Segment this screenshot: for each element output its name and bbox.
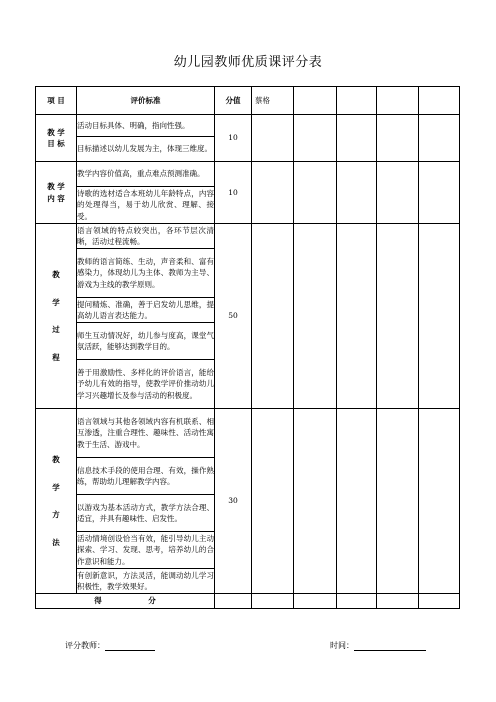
header-judge-3 (337, 87, 377, 115)
judge-cell[interactable] (337, 409, 377, 594)
total-judge-cell[interactable] (377, 594, 419, 609)
total-row (36, 594, 460, 609)
criteria-cell: 目标描述以幼儿发展为主，体现三维度。 (77, 137, 215, 162)
total-judge-cell[interactable] (419, 594, 460, 609)
total-label: 得 分 (36, 594, 215, 609)
judge-cell[interactable] (337, 162, 377, 224)
judge-cell[interactable] (252, 162, 294, 224)
judge-cell[interactable] (337, 115, 377, 162)
page-title: 幼儿园教师优质课评分表 (173, 55, 323, 70)
criteria-cell: 语言领域的特点较突出，各环节层次清晰，活动过程流畅。 (77, 224, 215, 249)
judge-cell[interactable] (294, 115, 337, 162)
judge-cell[interactable] (294, 409, 337, 594)
evaluator-label: 评分教师： (65, 641, 105, 650)
criteria-cell: 信息技术手段的使用合理、有效，操作熟练，帮助幼儿理解教学内容。 (77, 458, 215, 495)
header-score: 分值 (215, 87, 252, 115)
criteria-cell: 诗歌的选材适合本班幼儿年龄特点，内容的处理得当，易于幼儿欣赏、理解、接受。 (77, 187, 215, 224)
criteria-cell: 教师的语言简练、生动，声音柔和、富有感染力，体现幼儿为主体、教师为主导、游戏为主线的教学原则。 (77, 249, 215, 298)
total-judge-cell[interactable] (294, 594, 337, 609)
header-criteria: 评价标准 (77, 87, 215, 115)
score-cell: 30 (215, 409, 252, 594)
criteria-cell: 活动目标具体、明确，指向性强。 (77, 115, 215, 137)
category-cell: 教 学 目 标 (36, 115, 77, 162)
judge-cell[interactable] (377, 409, 419, 594)
criteria-cell: 活动情境创设恰当有效，能引导幼儿主动探索、学习、发现、思考，培养幼儿的合作意识和能力。 (77, 532, 215, 569)
criteria-cell: 以游戏为基本活动方式，教学方法合理、适宜，并具有趣味性、启发性。 (77, 495, 215, 532)
judge-cell[interactable] (419, 409, 460, 594)
header-judge-5 (419, 87, 460, 115)
criteria-cell: 语言领域与其他各领域内容有机联系、相互渗透，注重合理性、趣味性、活动性寓教于生活、游戏中。 (77, 409, 215, 458)
judge-cell[interactable] (377, 115, 419, 162)
judge-cell[interactable] (419, 162, 460, 224)
score-cell: 10 (215, 115, 252, 162)
judge-cell[interactable] (377, 224, 419, 409)
criteria-cell: 有创新意识，方法灵活，能调动幼儿学习积极性，教学效果好。 (77, 569, 215, 594)
judge-cell[interactable] (419, 224, 460, 409)
time-label: 时间： (330, 641, 354, 650)
evaluator-field (65, 640, 155, 651)
judge-cell[interactable] (252, 224, 294, 409)
evaluation-table (35, 86, 460, 609)
header-judge-2 (294, 87, 337, 115)
criteria-cell: 提问精炼、准确，善于启发幼儿思维，提高幼儿语言表达能力。 (77, 298, 215, 323)
score-cell: 50 (215, 224, 252, 409)
time-blank[interactable] (354, 650, 426, 651)
table-row (36, 224, 460, 249)
criteria-cell: 教学内容价值高，重点难点预测准确。 (77, 162, 215, 187)
judge-cell[interactable] (294, 224, 337, 409)
evaluator-blank[interactable] (105, 650, 155, 651)
judge-cell[interactable] (419, 115, 460, 162)
table-row (36, 162, 460, 187)
category-cell: 教 学 内 容 (36, 162, 77, 224)
total-score-cell[interactable] (215, 594, 252, 609)
judge-cell[interactable] (252, 115, 294, 162)
judge-cell[interactable] (377, 162, 419, 224)
score-cell: 10 (215, 162, 252, 224)
header-row (36, 87, 460, 115)
criteria-cell: 善于用激励性、多样化的评价语言，能给予幼儿有效的指导，使教学评价推动幼儿学习兴趣增长及参与活动的积极度。 (77, 360, 215, 409)
table-row (36, 115, 460, 137)
judge-cell[interactable] (337, 224, 377, 409)
header-item: 项 目 (36, 87, 77, 115)
judge-cell[interactable] (294, 162, 337, 224)
category-cell: 教 学 方 法 (36, 409, 77, 594)
time-field (330, 640, 426, 651)
criteria-cell: 师生互动情况好，幼儿参与度高，课堂气氛活跃，能够达到教学目的。 (77, 323, 215, 360)
header-judge-1: 蔡格 (252, 87, 294, 115)
header-judge-4 (377, 87, 419, 115)
table-row (36, 409, 460, 458)
total-judge-cell[interactable] (252, 594, 294, 609)
total-judge-cell[interactable] (337, 594, 377, 609)
judge-cell[interactable] (252, 409, 294, 594)
category-cell: 教 学 过 程 (36, 224, 77, 409)
